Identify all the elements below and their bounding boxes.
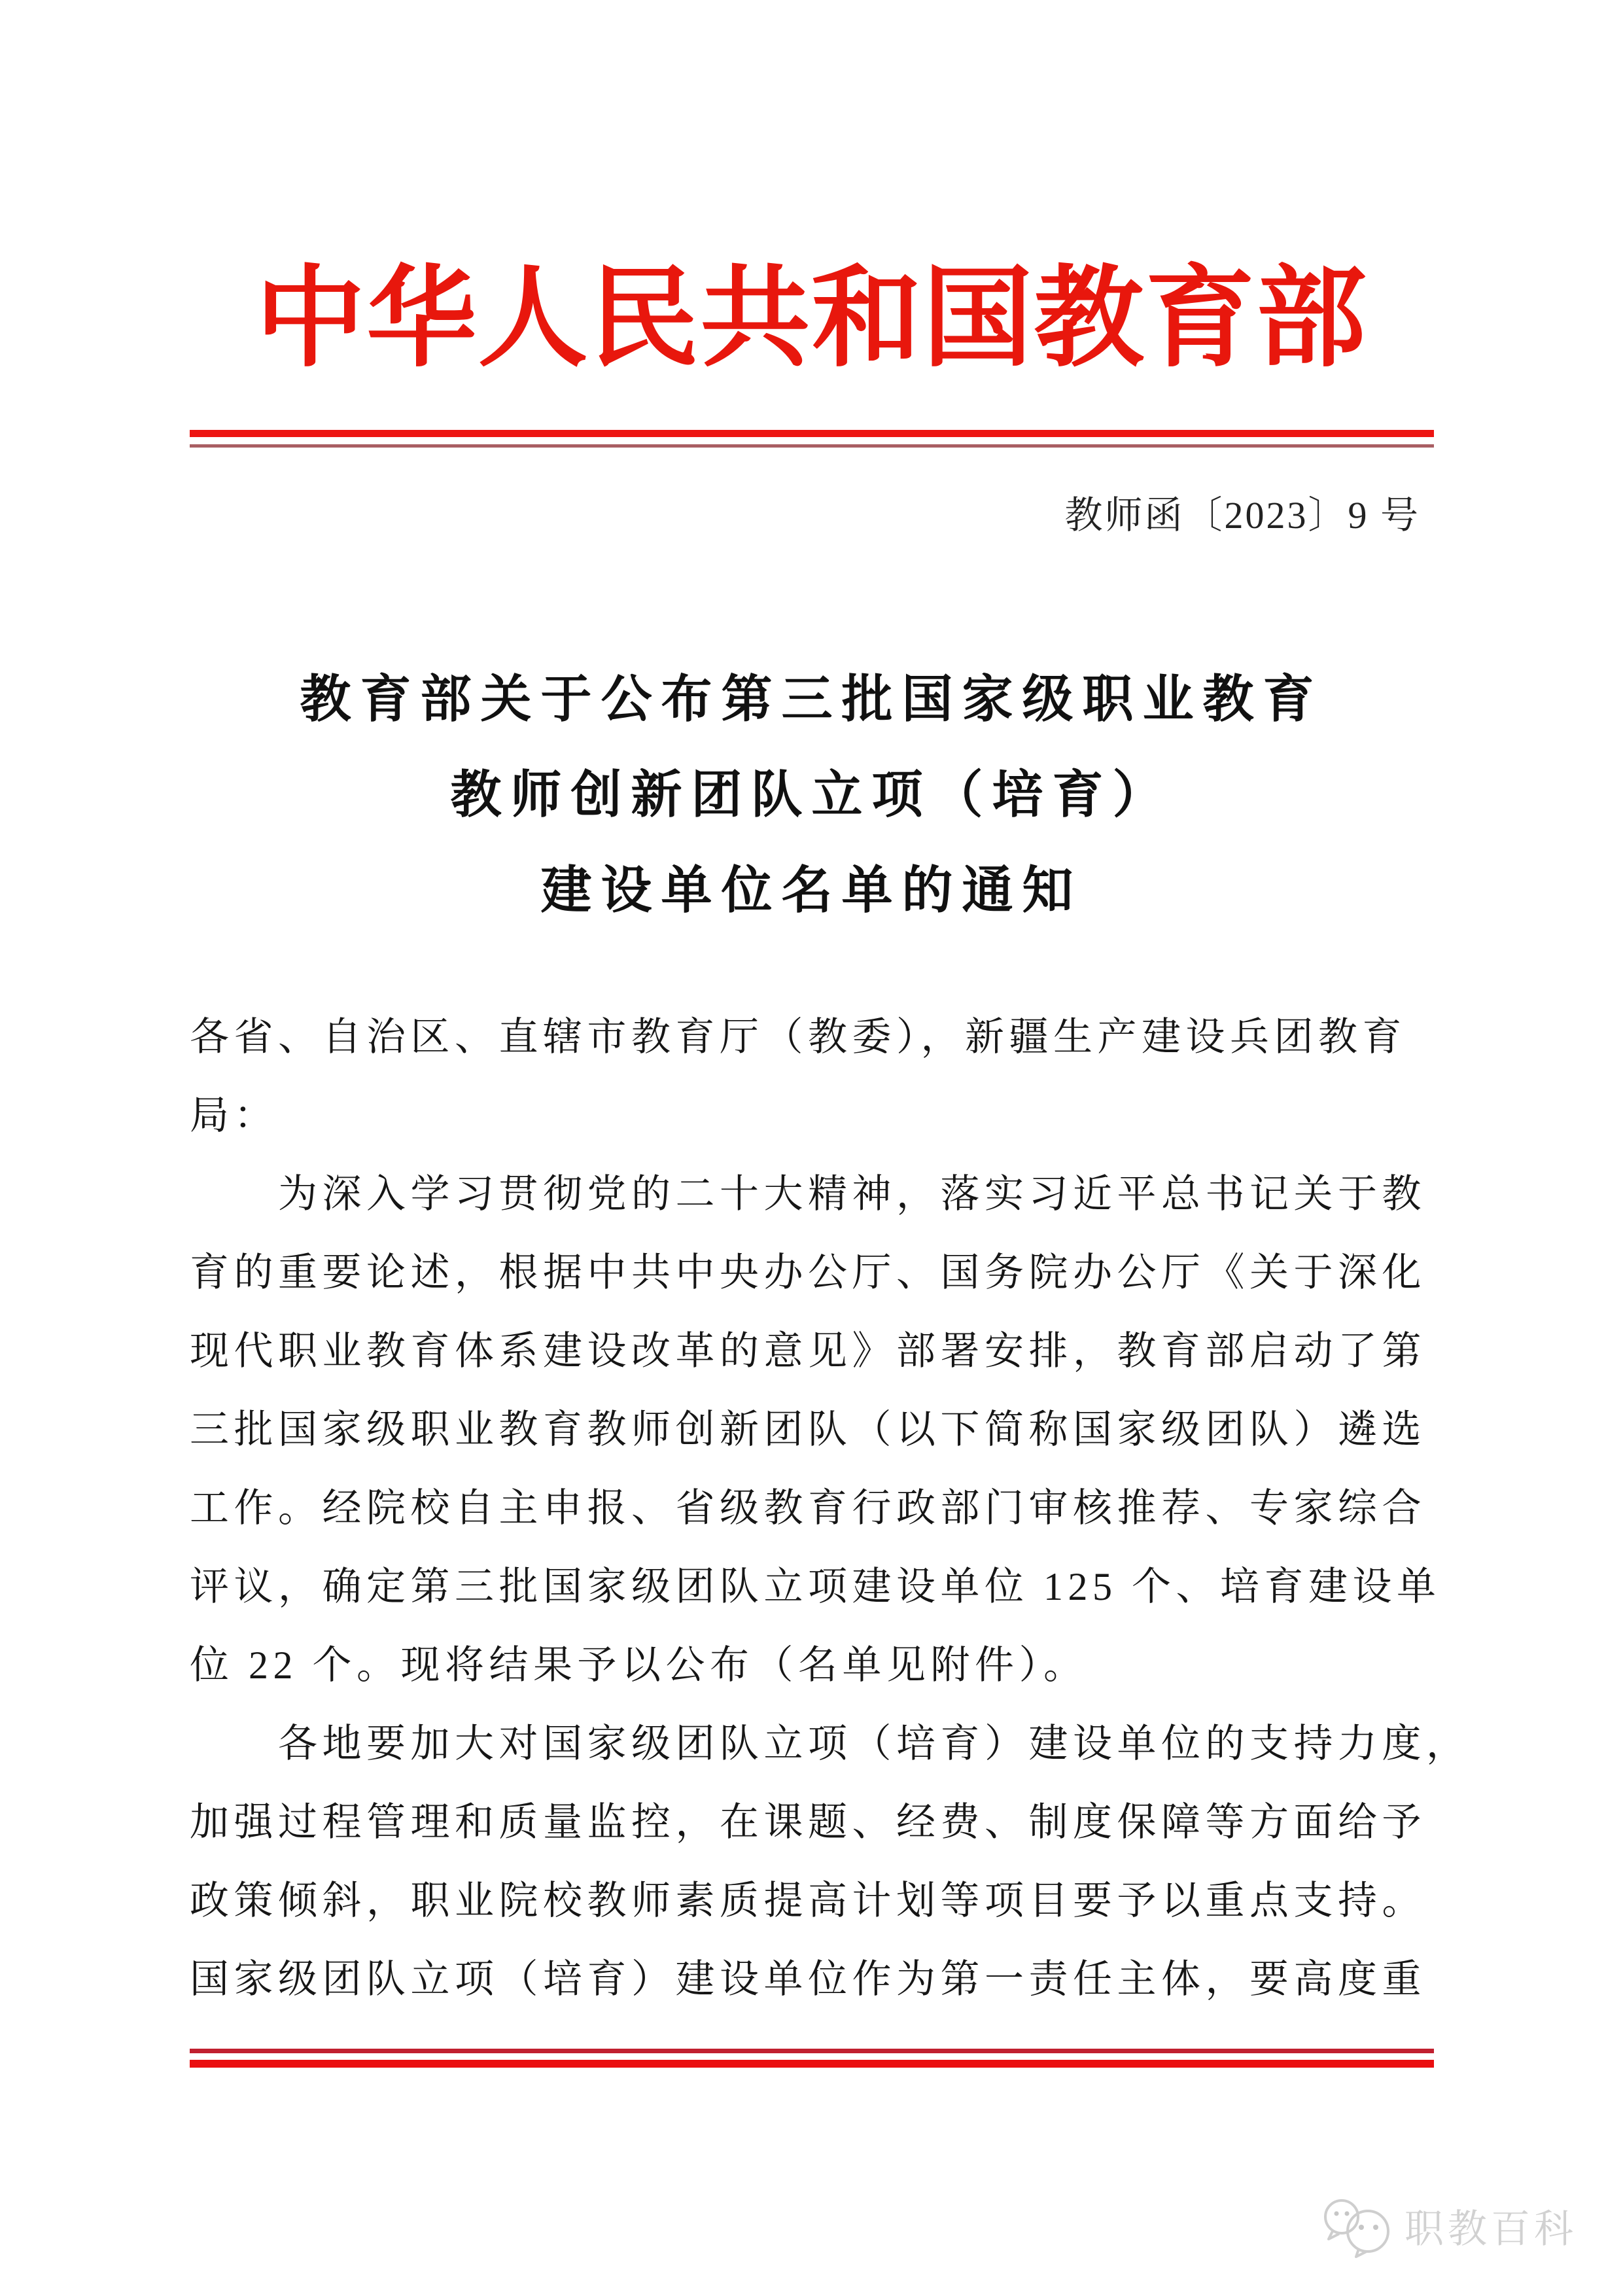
body-line: 国家级团队立项（培育）建设单位作为第一责任主体，要高度重 — [190, 1958, 1426, 2001]
body-line: 各地要加大对国家级团队立项（培育）建设单位的支持力度， — [278, 1722, 1471, 1765]
document-title — [0, 652, 1623, 938]
letterhead-org-name: 中华人民共和国教育部 — [255, 258, 1368, 380]
letterhead-rule-thin — [190, 444, 1434, 448]
closing-rule-top — [190, 2049, 1434, 2053]
body-line: 位 22 个。现将结果予以公布（名单见附件）。 — [190, 1644, 1088, 1687]
body-line: 三批国家级职业教育教师创新团队（以下简称国家级团队）遴选 — [190, 1408, 1426, 1451]
body-text — [190, 998, 1471, 2019]
document-title-line-1: 教育部关于公布第三批国家级职业教育 — [300, 671, 1323, 728]
document-number: 教师函〔2023〕9 号 — [1064, 494, 1420, 537]
body-line: 为深入学习贯彻党的二十大精神，落实习近平总书记关于教 — [278, 1173, 1426, 1216]
closing-rule-bottom — [190, 2060, 1434, 2068]
body-line: 工作。经院校自主申报、省级教育行政部门审核推荐、专家综合 — [190, 1487, 1426, 1530]
body-line: 评议，确定第三批国家级团队立项建设单位 125 个、培育建设单 — [190, 1565, 1441, 1608]
body-line: 政策倾斜，职业院校教师素质提高计划等项目要予以重点支持。 — [190, 1879, 1426, 1922]
document-title-line-2: 教师创新团队立项（培育） — [450, 766, 1173, 823]
watermark-label: 职教百科 — [1405, 2207, 1577, 2251]
letterhead-rule-thick — [190, 430, 1434, 437]
body-line: 育的重要论述，根据中共中央办公厅、国务院办公厅《关于深化 — [190, 1251, 1426, 1294]
body-line: 现代职业教育体系建设改革的意见》部署安排，教育部启动了第 — [190, 1330, 1426, 1373]
wechat-bubbles-icon — [1318, 2193, 1395, 2259]
body-line: 加强过程管理和质量监控，在课题、经费、制度保障等方面给予 — [190, 1801, 1426, 1844]
body-line: 各省、自治区、直辖市教育厅（教委），新疆生产建设兵团教育 — [190, 1016, 1406, 1059]
body-line: 局： — [190, 1094, 278, 1137]
watermark — [1318, 2193, 1577, 2259]
document-title-line-3: 建设单位名单的通知 — [540, 862, 1083, 919]
